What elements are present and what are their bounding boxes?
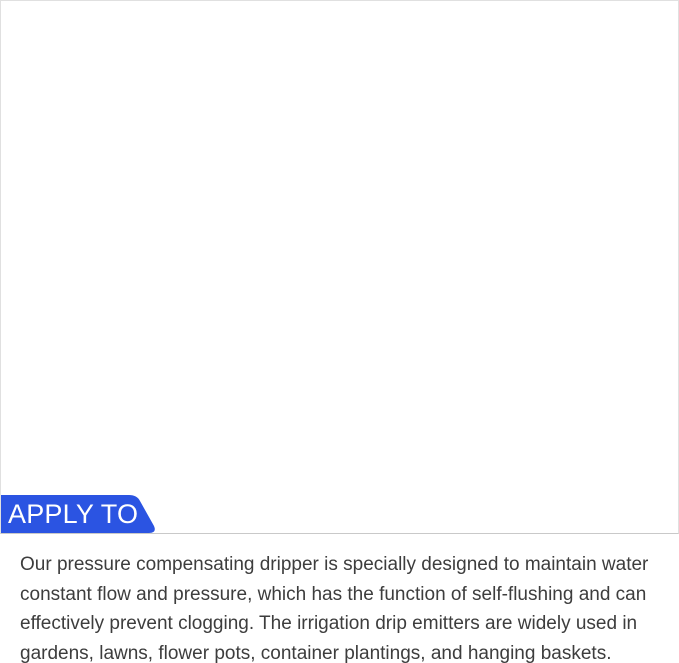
description-line-4: gardens, lawns, flower pots, container plantings, and hanging baskets.: [20, 642, 612, 663]
apply-to-label: APPLY TO: [8, 499, 139, 529]
product-description: [0, 534, 679, 663]
apply-to-ribbon: [1, 495, 159, 533]
description-line-1: Our pressure compensating dripper is specially designed to maintain water: [20, 554, 649, 575]
description-line-2: constant flow and pressure, which has the function of self-flushing and can: [20, 583, 647, 605]
description-line-3: effectively prevent clogging. The irrigation drip emitters are widely used in: [20, 613, 638, 634]
